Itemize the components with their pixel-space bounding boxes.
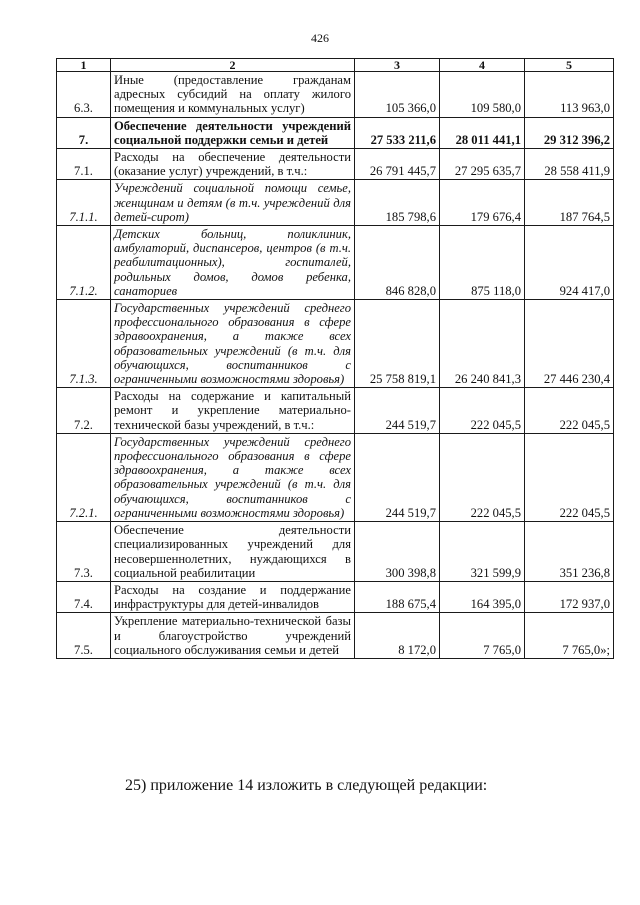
table-row [57,180,614,226]
footer-text: 25) приложение 14 изложить в следующей редакции: [125,777,488,794]
row-value-col5: 351 236,8 [525,522,614,582]
row-number: 7.1. [57,149,111,180]
table-row [57,581,614,612]
row-number: 7.4. [57,581,111,612]
row-description: Расходы на обеспечение деятельности (оказание услуг) учреждений, в т.ч.: [111,149,355,180]
budget-table [56,58,614,659]
row-number: 7.3. [57,522,111,582]
row-value-col5: 222 045,5 [525,433,614,521]
row-value-col4: 222 045,5 [440,388,525,434]
row-value-col3: 846 828,0 [355,226,440,300]
row-value-col4: 222 045,5 [440,433,525,521]
row-description: Иные (предоставление гражданам адресных субсидий на оплату жилого помещения и коммунальных услуг) [111,72,355,118]
row-number: 7.2. [57,388,111,434]
row-description: Учреждений социальной помощи семье, женщинам и детям (в т.ч. учреждений для детей-сирот) [111,180,355,226]
table-row [57,300,614,388]
row-value-col3: 244 519,7 [355,388,440,434]
row-value-col4: 27 295 635,7 [440,149,525,180]
row-value-col3: 26 791 445,7 [355,149,440,180]
row-number: 7.2.1. [57,433,111,521]
table-row [57,433,614,521]
row-value-col4: 26 240 841,3 [440,300,525,388]
row-description: Обеспечение деятельности специализированных учреждений для несовершеннолетних, нуждающихся в социальной реабилитации [111,522,355,582]
page-number: 426 [311,31,329,45]
row-description: Расходы на содержание и капитальный ремонт и укрепление материально-технической базы учреждений, в т.ч.: [111,388,355,434]
row-value-col5: 27 446 230,4 [525,300,614,388]
row-number: 7.5. [57,613,111,659]
row-value-col5: 7 765,0»; [525,613,614,659]
table-row [57,226,614,300]
row-number: 7.1.3. [57,300,111,388]
row-value-col4: 321 599,9 [440,522,525,582]
table-row [57,388,614,434]
row-value-col4: 109 580,0 [440,72,525,118]
row-value-col3: 300 398,8 [355,522,440,582]
row-value-col4: 28 011 441,1 [440,117,525,148]
row-value-col4: 875 118,0 [440,226,525,300]
row-description: Укрепление материально-технической базы и благоустройство учреждений социального обслуживания семьи и детей [111,613,355,659]
row-number: 6.3. [57,72,111,118]
header-col-4: 4 [440,59,525,72]
table-body [57,72,614,659]
row-value-col3: 185 798,6 [355,180,440,226]
row-value-col3: 25 758 819,1 [355,300,440,388]
row-value-col5: 187 764,5 [525,180,614,226]
table-header-row [57,59,614,72]
row-value-col3: 8 172,0 [355,613,440,659]
table-row [57,613,614,659]
row-value-col5: 222 045,5 [525,388,614,434]
row-value-col5: 924 417,0 [525,226,614,300]
row-description: Государственных учреждений среднего профессионального образования в сфере здравоохранения, а также всех образовательных учреждений (в т.ч. для обучающихся, воспитанников с ограниченными возможностями здоровья) [111,300,355,388]
row-value-col4: 7 765,0 [440,613,525,659]
row-value-col3: 244 519,7 [355,433,440,521]
header-col-5: 5 [525,59,614,72]
row-value-col5: 113 963,0 [525,72,614,118]
header-col-2: 2 [111,59,355,72]
row-value-col5: 172 937,0 [525,581,614,612]
row-description: Расходы на создание и поддержание инфраструктуры для детей-инвалидов [111,581,355,612]
table-row [57,72,614,118]
row-value-col3: 105 366,0 [355,72,440,118]
row-description: Обеспечение деятельности учреждений социальной поддержки семьи и детей [111,117,355,148]
row-description: Детских больниц, поликлиник, амбулаторий, диспансеров, центров (в т.ч. реабилитационных), госпиталей, родильных домов, домов ребенка, санаториев [111,226,355,300]
header-col-3: 3 [355,59,440,72]
row-value-col4: 164 395,0 [440,581,525,612]
row-description: Государственных учреждений среднего профессионального образования в сфере здравоохранения, а также всех образовательных учреждений (в т.ч. для обучающихся, воспитанников с ограниченными возможностями здоровья) [111,433,355,521]
row-value-col3: 27 533 211,6 [355,117,440,148]
table-row [57,117,614,148]
header-col-1: 1 [57,59,111,72]
row-value-col5: 29 312 396,2 [525,117,614,148]
row-number: 7.1.2. [57,226,111,300]
table-row [57,149,614,180]
row-number: 7. [57,117,111,148]
table-row [57,522,614,582]
row-value-col3: 188 675,4 [355,581,440,612]
row-value-col5: 28 558 411,9 [525,149,614,180]
row-number: 7.1.1. [57,180,111,226]
row-value-col4: 179 676,4 [440,180,525,226]
